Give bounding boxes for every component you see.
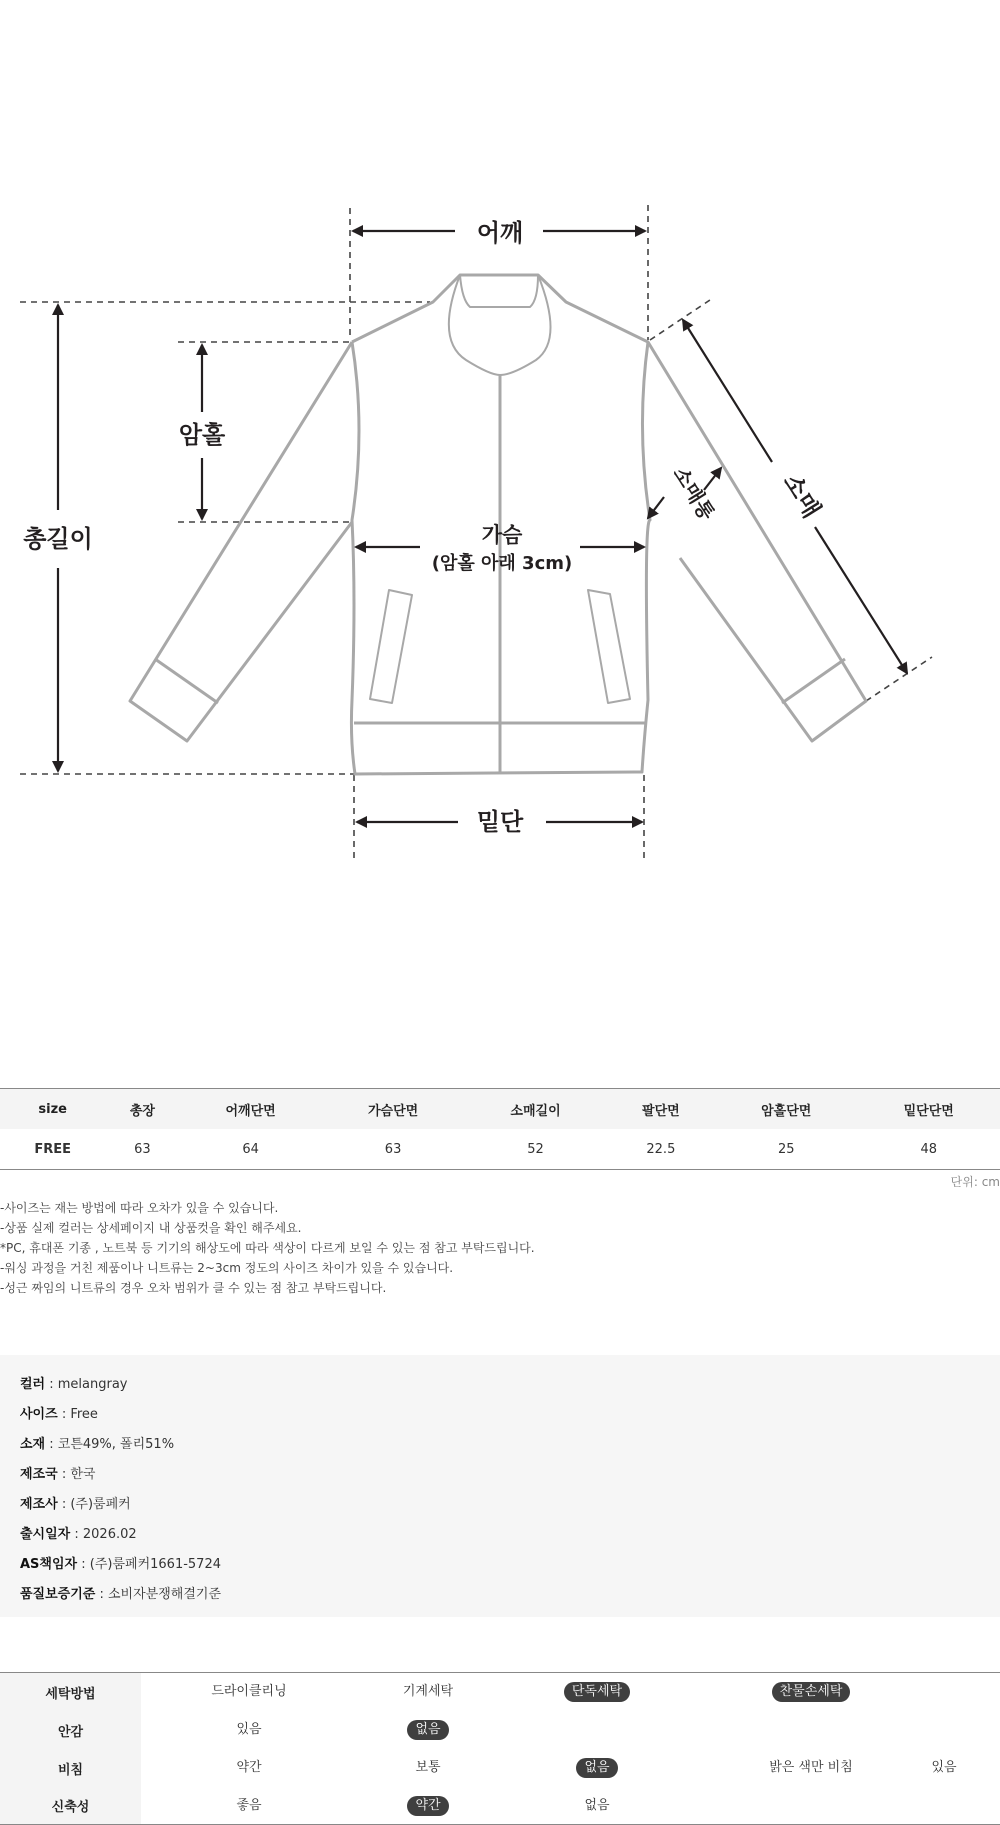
care-option-selected [358,1787,498,1825]
note-line: -상품 실제 컬러는 상세페이지 내 상품컷을 확인 해주세요. [0,1221,302,1235]
info-key: 사이즈 [20,1407,58,1422]
table-cell: 22.5 [646,1141,676,1157]
table-cell: 48 [920,1141,937,1157]
col-header: 어깨단면 [179,1089,321,1130]
info-row [20,1373,128,1392]
care-row-label: 세탁방법 [0,1673,141,1711]
info-value: : 소비자분쟁해결기준 [95,1587,222,1602]
table-cell: 63 [384,1141,402,1157]
table-cell: 64 [242,1141,259,1157]
care-option-selected [741,1673,881,1711]
info-key: 품질보증기준 [20,1587,96,1602]
info-key: AS책임자 [20,1557,78,1572]
info-row [20,1463,95,1482]
selected-pill: 없음 [576,1758,617,1778]
info-row [20,1493,131,1512]
selected-pill: 단독세탁 [564,1682,630,1702]
care-option-selected [358,1711,498,1749]
total-length-label: 총길이 [23,525,93,553]
care-option-selected [527,1749,667,1787]
note-line: -성근 짜임의 니트류의 경우 오차 범위가 클 수 있는 점 참고 부탁드립니다. [0,1281,387,1295]
selected-pill: 약간 [407,1796,448,1816]
info-value: : 2026.02 [70,1527,137,1542]
selected-pill: 없음 [407,1720,448,1740]
table-cell: 63 [134,1141,151,1157]
col-header: 암홀단면 [715,1089,857,1130]
care-option: 드라이클리닝 [211,1684,287,1699]
info-value: : (주)룸페커1661-5724 [77,1557,221,1572]
info-value: : (주)룸페커 [57,1497,131,1512]
info-value: : 한국 [57,1467,96,1482]
info-row [20,1433,174,1452]
care-option: 있음 [931,1760,957,1775]
col-header: 밑단단면 [857,1089,1000,1130]
shoulder-label: 어깨 [476,219,524,247]
table-cell: 25 [777,1141,795,1157]
care-option: 있음 [236,1722,262,1737]
note-line: -워싱 과정을 거친 제품이나 니트류는 2~3cm 정도의 사이즈 차이가 있을 수 있습니다. [0,1261,454,1275]
selected-pill: 찬물손세탁 [772,1682,851,1702]
info-value: : melangray [45,1377,128,1392]
armhole-label: 암홀 [178,421,226,449]
care-row-label: 비침 [0,1749,141,1787]
info-key: 소재 [20,1437,46,1452]
note-line: -사이즈는 재는 방법에 따라 오차가 있을 수 있습니다. [0,1201,279,1215]
col-header: 총장 [105,1089,179,1130]
care-option: 약간 [236,1760,262,1775]
info-key: 제조사 [20,1497,58,1512]
care-row-label: 안감 [0,1711,141,1749]
care-option: 기계세탁 [402,1684,454,1699]
col-header: size [0,1089,105,1130]
guide-lines [20,205,932,858]
info-row [20,1583,221,1602]
info-value: : Free [57,1407,98,1422]
sleeve-label: 소매 [777,468,826,523]
table-row [0,1129,1000,1170]
care-option: 좋음 [236,1798,262,1813]
sleeve-width-label: 소매통 [668,462,720,525]
col-header: 소매길이 [464,1089,606,1130]
size-notes [0,1198,1000,1298]
table-cell: FREE [34,1141,72,1157]
info-key: 컬러 [20,1377,46,1392]
info-row [20,1553,221,1572]
product-info [0,1355,1000,1617]
care-option: 보통 [415,1760,441,1775]
note-line: *PC, 휴대폰 기종 , 노트북 등 기기의 해상도에 따라 색상이 다르게 보일 수 있는 점 참고 부탁드립니다. [0,1241,535,1255]
chest-note: (암홀 아래 3cm) [431,553,573,574]
care-option: 없음 [584,1798,610,1813]
info-row [20,1403,98,1422]
care-option-selected [527,1673,667,1711]
care-option: 밝은 색만 비침 [769,1760,853,1775]
info-key: 출시일자 [20,1527,71,1542]
unit-note: 단위: cm [950,1175,1000,1189]
info-value: : 코튼49%, 폴리51% [45,1437,175,1452]
info-row [20,1523,137,1542]
info-key: 제조국 [20,1467,58,1482]
hem-label: 밑단 [476,808,524,836]
size-table [0,1088,1000,1170]
col-header: 팔단면 [607,1089,715,1130]
chest-label: 가슴 [481,523,523,547]
care-table [0,1672,1000,1825]
table-cell: 52 [527,1141,544,1157]
size-table-header [0,1089,1000,1130]
care-row-label: 신축성 [0,1787,141,1824]
col-header: 가슴단면 [322,1089,464,1130]
